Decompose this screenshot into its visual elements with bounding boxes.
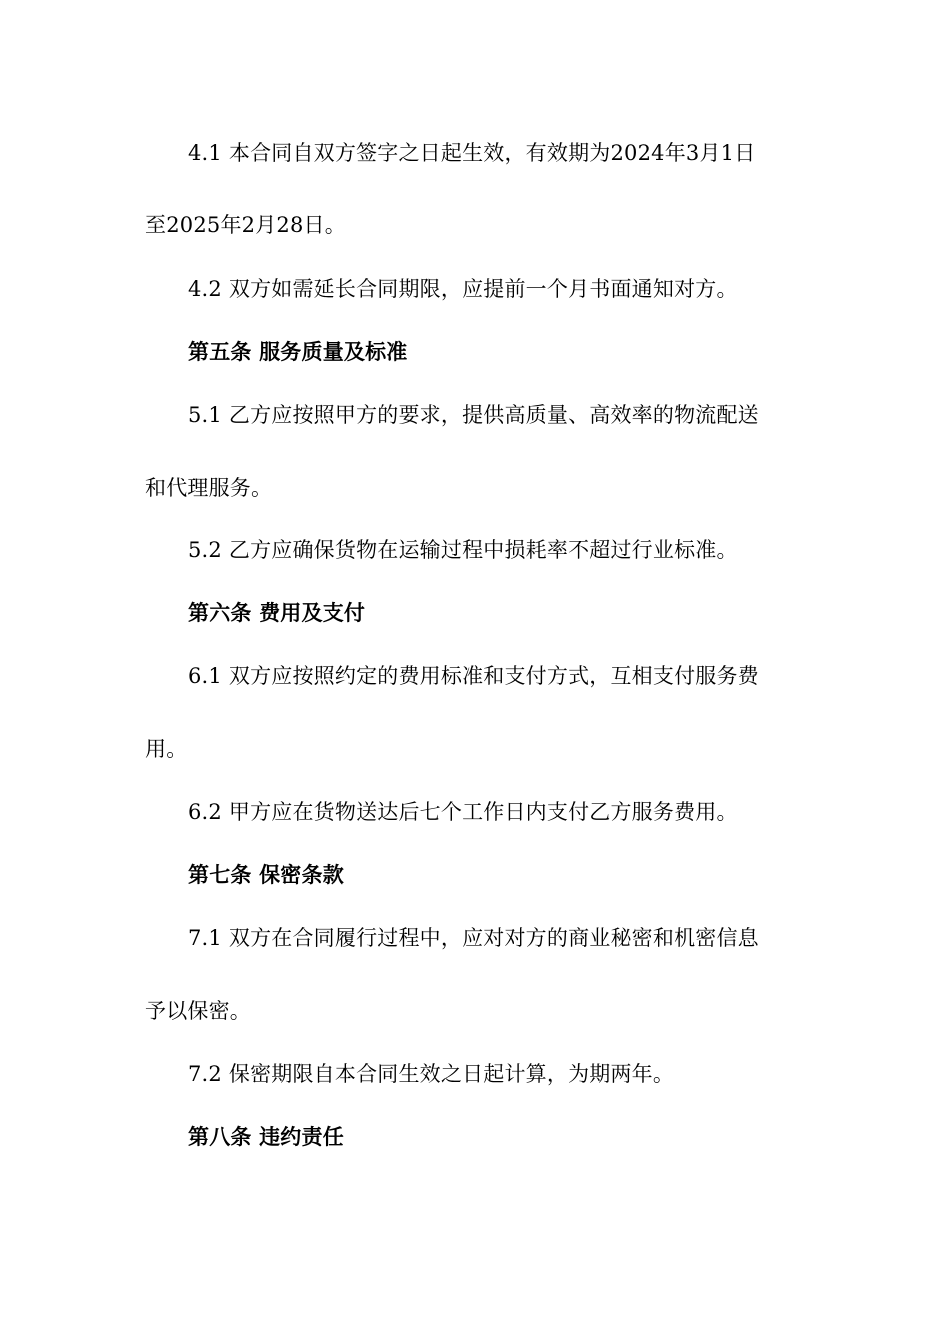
article-8-heading: 第八条 违约责任 [188,1124,344,1149]
clause-4-1-line-2: 至2025年2月28日。 [145,213,346,237]
clause-7-1-line-2: 予以保密。 [145,999,251,1023]
article-6-heading: 第六条 费用及支付 [188,600,366,625]
clause-6-1-line-1: 6.1 双方应按照约定的费用标准和支付方式，互相支付服务费 [188,664,759,688]
article-7-heading: 第七条 保密条款 [188,862,344,887]
clause-6-1-line-2: 用。 [145,737,188,761]
clause-5-1-line-1: 5.1 乙方应按照甲方的要求，提供高质量、高效率的物流配送 [188,403,759,427]
clause-6-2: 6.2 甲方应在货物送达后七个工作日内支付乙方服务费用。 [188,800,738,824]
clause-4-1-line-1: 4.1 本合同自双方签字之日起生效，有效期为2024年3月1日 [188,141,756,165]
clause-5-1-line-2: 和代理服务。 [145,476,273,500]
clause-5-2: 5.2 乙方应确保货物在运输过程中损耗率不超过行业标准。 [188,538,738,562]
clause-4-2: 4.2 双方如需延长合同期限，应提前一个月书面通知对方。 [188,277,738,301]
article-5-heading: 第五条 服务质量及标准 [188,339,408,364]
clause-7-2: 7.2 保密期限自本合同生效之日起计算，为期两年。 [188,1062,675,1086]
clause-7-1-line-1: 7.1 双方在合同履行过程中，应对对方的商业秘密和机密信息 [188,926,759,950]
